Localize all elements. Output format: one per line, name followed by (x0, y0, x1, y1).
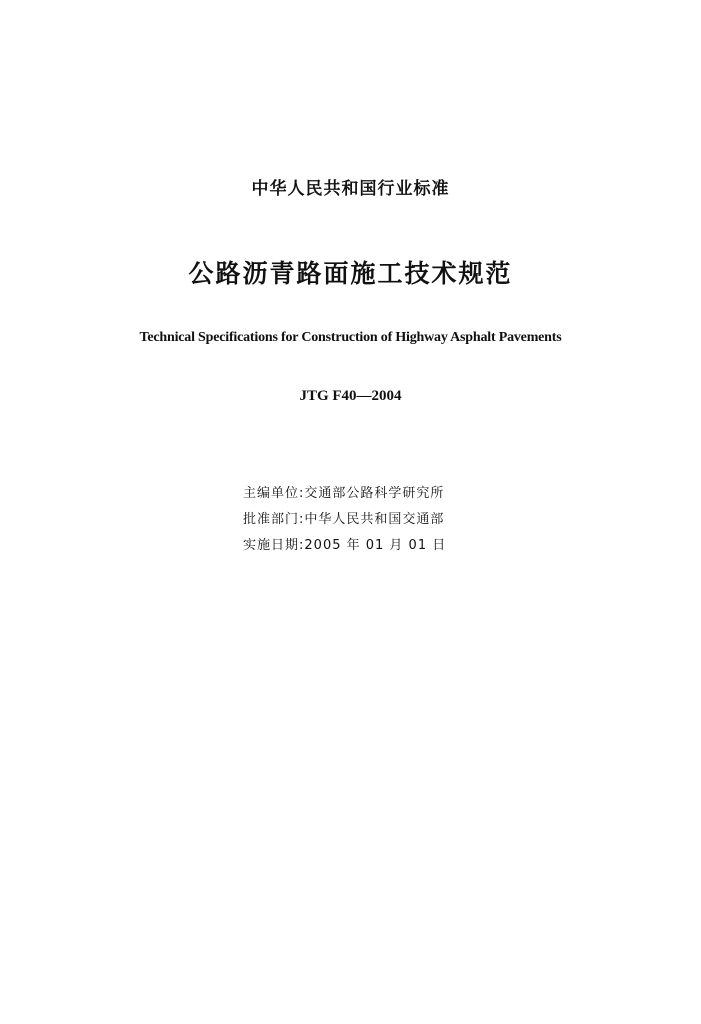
info-row-approver (243, 507, 543, 533)
info-row-effective-date (243, 533, 543, 559)
standard-code: JTG F40—2004 (299, 388, 402, 404)
info-separator: : (299, 486, 305, 501)
info-value: 2005 年 01 月 01 日 (304, 538, 447, 553)
info-row-editor (243, 481, 543, 507)
info-separator: : (299, 512, 305, 527)
info-value: 交通部公路科学研究所 (304, 486, 445, 501)
english-title: Technical Specifications for Construction of Highway Asphalt Pavements (139, 330, 562, 345)
info-value: 中华人民共和国交通部 (304, 512, 445, 527)
publication-info (243, 481, 543, 559)
chinese-title: 公路沥青路面施工技术规范 (188, 259, 513, 288)
info-separator: : (299, 538, 305, 553)
info-label: 实施日期 (243, 538, 300, 553)
info-label: 批准部门 (243, 512, 300, 527)
standard-type-heading: 中华人民共和国行业标准 (251, 179, 450, 199)
info-label: 主编单位 (243, 486, 300, 501)
